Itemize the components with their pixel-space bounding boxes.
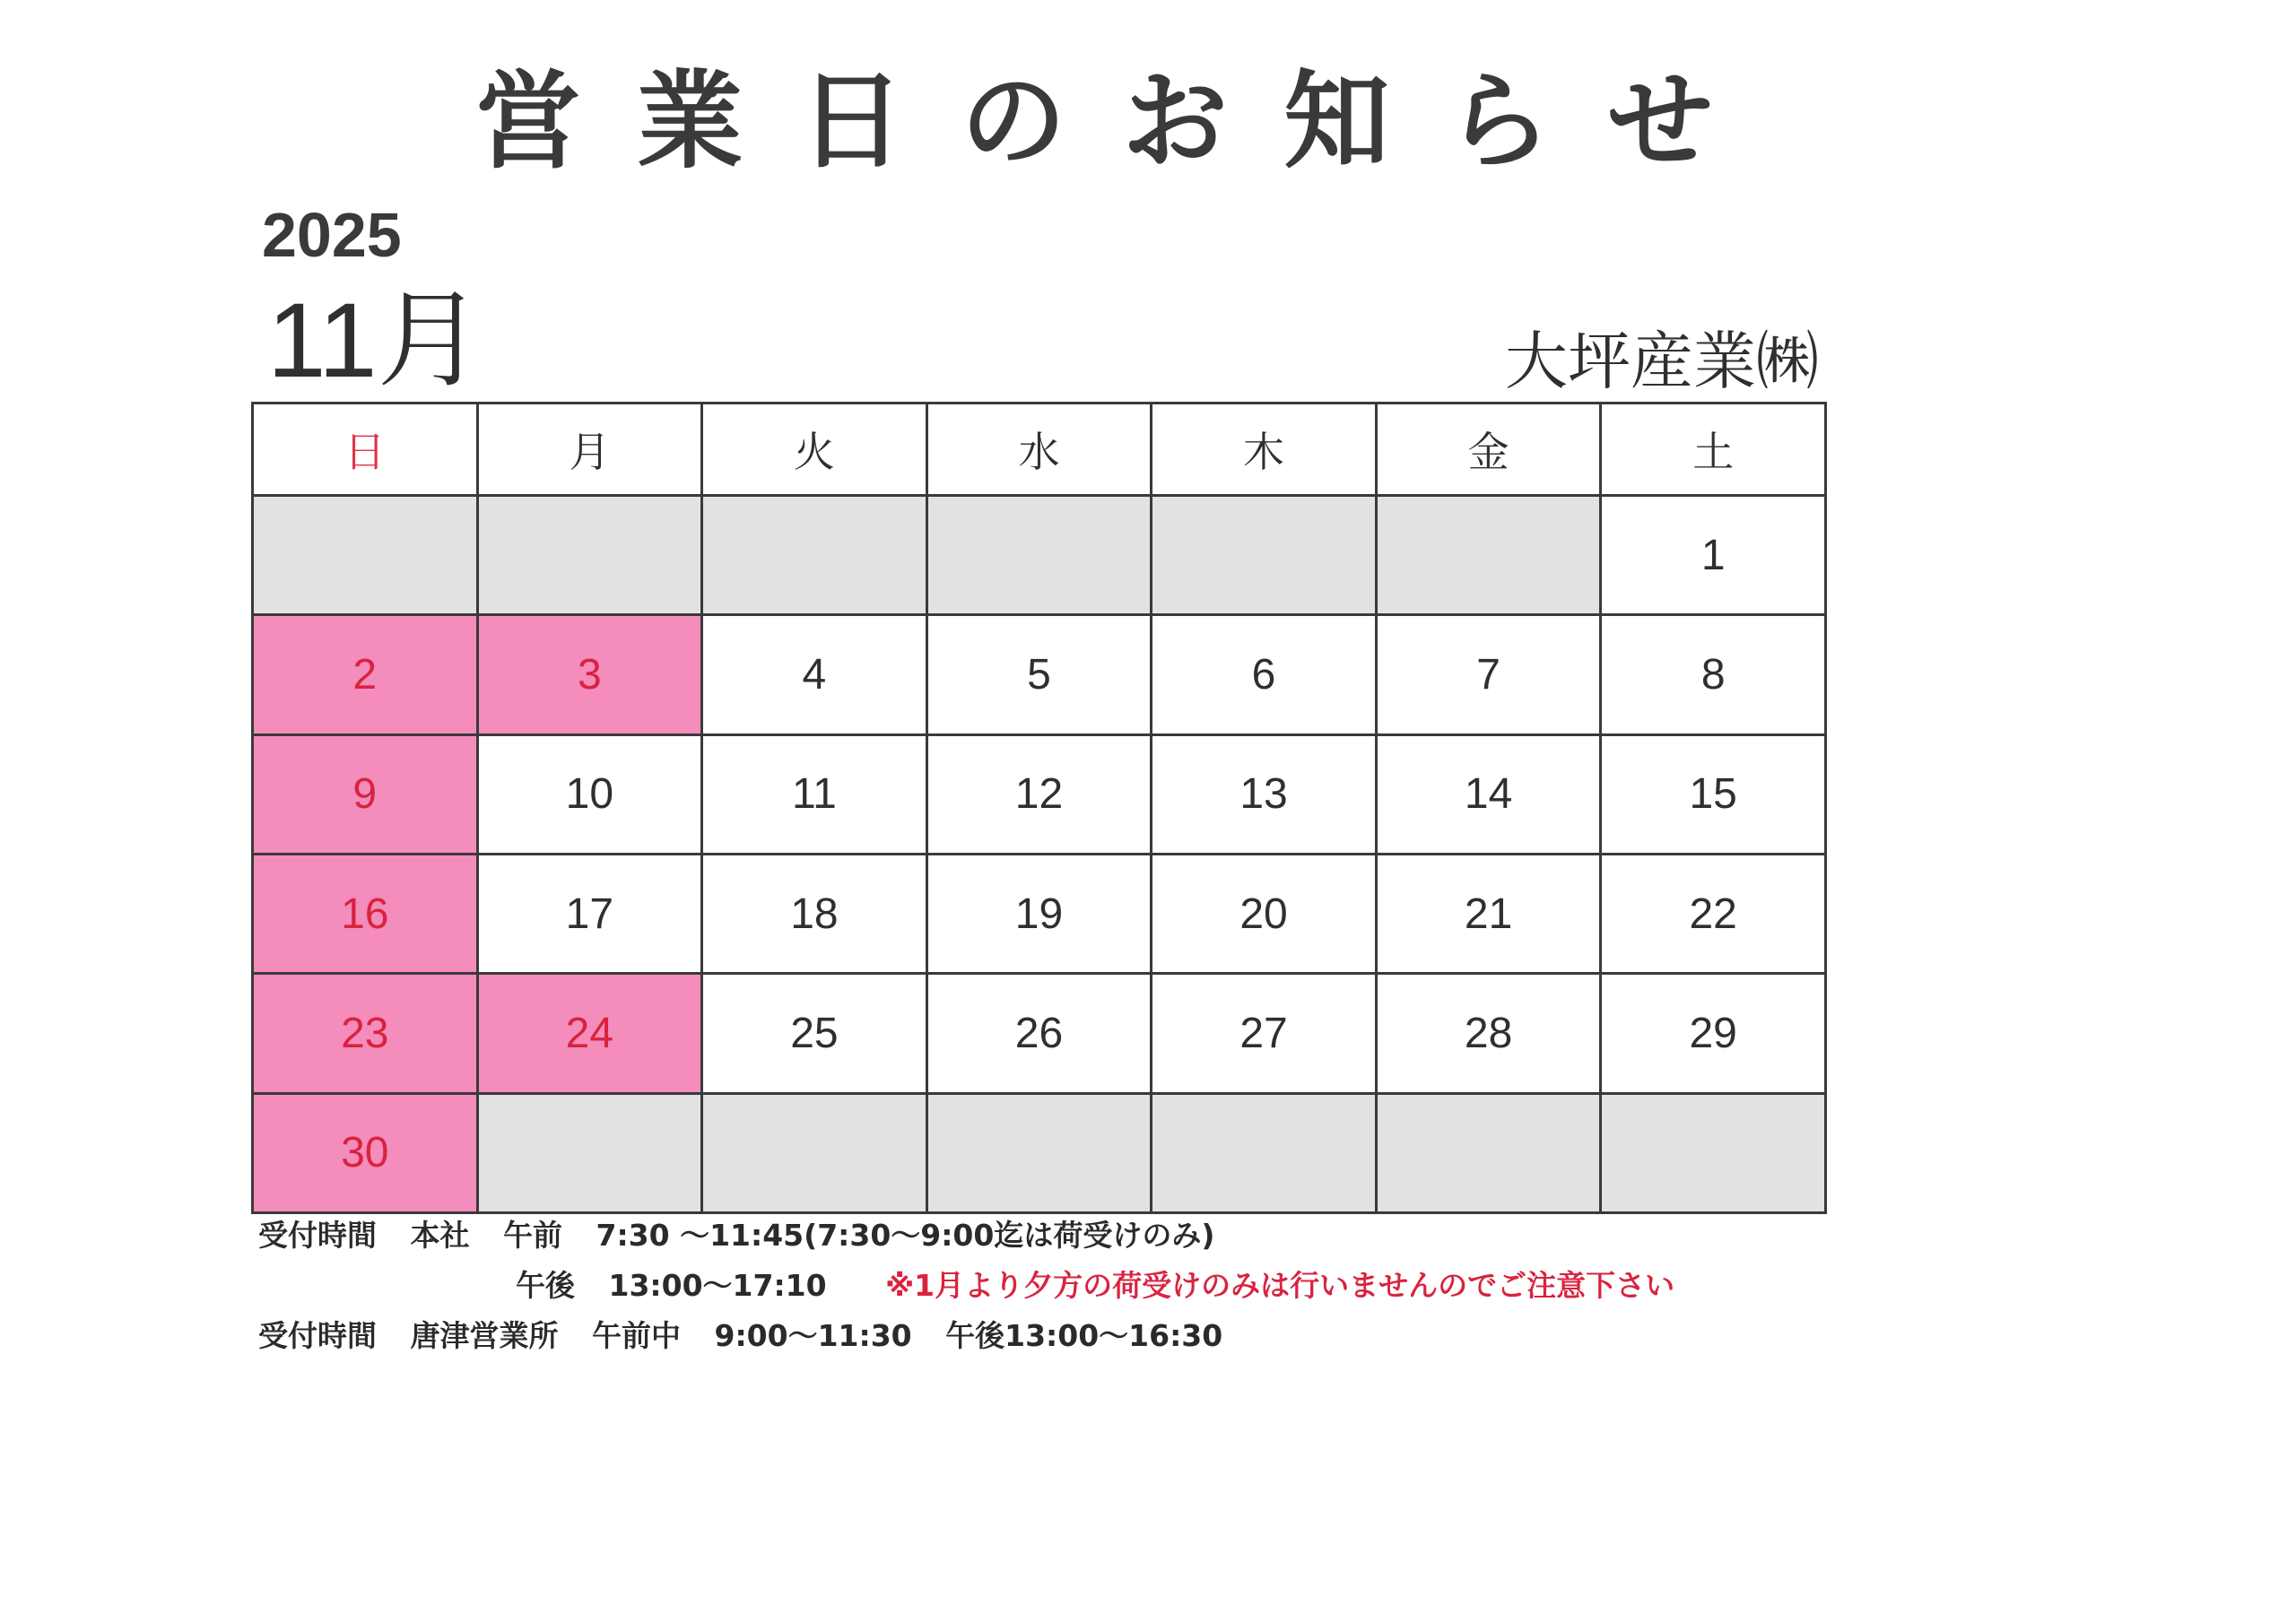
title-char: の — [960, 59, 1066, 183]
title-char: せ — [1606, 59, 1713, 183]
title-char: ら — [1445, 59, 1552, 183]
weekday-header-row — [253, 404, 1826, 496]
calendar-empty-cell — [1152, 1093, 1377, 1212]
calendar-day-cell: 18 — [702, 854, 927, 973]
calendar-day-cell: 15 — [1601, 734, 1826, 854]
calendar-empty-cell — [1376, 1093, 1601, 1212]
am-label: 午前中 — [592, 1318, 681, 1353]
calendar-day-cell: 20 — [1152, 854, 1377, 973]
notes-line-1 — [258, 1211, 1214, 1261]
calendar-day-cell: 25 — [702, 974, 927, 1093]
calendar-day-cell: 8 — [1601, 615, 1826, 734]
notes-line-2 — [516, 1261, 1674, 1311]
calendar-day-cell: 12 — [926, 734, 1152, 854]
title-char: 業 — [637, 59, 744, 183]
calendar-day-cell: 5 — [926, 615, 1152, 734]
calendar-day-cell: 17 — [477, 854, 702, 973]
calendar-empty-cell — [926, 1093, 1152, 1212]
calendar-day-cell: 14 — [1376, 734, 1601, 854]
pm-time: 午後13:00～16:30 — [945, 1318, 1223, 1353]
weekday-mon: 月 — [477, 404, 702, 496]
calendar-empty-cell — [926, 496, 1152, 615]
calendar-day-cell: 1 — [1601, 496, 1826, 615]
calendar-week-row — [253, 854, 1826, 973]
calendar-holiday-cell: 2 — [253, 615, 478, 734]
calendar-week-row — [253, 615, 1826, 734]
weekday-thu: 木 — [1152, 404, 1377, 496]
calendar-day-cell: 4 — [702, 615, 927, 734]
calendar-empty-cell — [1601, 1093, 1826, 1212]
calendar-day-cell: 27 — [1152, 974, 1377, 1093]
calendar-empty-cell — [702, 496, 927, 615]
calendar-empty-cell — [477, 1093, 702, 1212]
page-title — [475, 59, 1713, 183]
am-label: 午前 — [503, 1218, 562, 1253]
calendar-body — [253, 496, 1826, 1213]
office-name: 唐津営業所 — [410, 1318, 559, 1353]
hours-label: 受付時間 — [258, 1318, 377, 1353]
am-time: 9:00～11:30 — [714, 1318, 912, 1353]
warning-notice: ※1月より夕方の荷受けのみは行いませんのでご注意下さい — [885, 1268, 1675, 1303]
year-label: 2025 — [262, 200, 402, 270]
weekday-sat: 土 — [1601, 404, 1826, 496]
pm-time: 13:00～17:10 — [608, 1268, 827, 1303]
calendar-holiday-cell: 30 — [253, 1093, 478, 1212]
calendar-day-cell: 26 — [926, 974, 1152, 1093]
title-char: 知 — [1283, 59, 1390, 183]
calendar-holiday-cell: 9 — [253, 734, 478, 854]
calendar-holiday-cell: 16 — [253, 854, 478, 973]
calendar-empty-cell — [1376, 496, 1601, 615]
hours-label: 受付時間 — [258, 1218, 377, 1253]
company-name: 大坪産業㈱ — [1505, 325, 1819, 398]
am-time: 7:30 ～11:45(7:30～9:00迄は荷受けのみ) — [596, 1218, 1215, 1253]
calendar-day-cell: 6 — [1152, 615, 1377, 734]
calendar-day-cell: 28 — [1376, 974, 1601, 1093]
calendar-empty-cell — [1152, 496, 1377, 615]
weekday-tue: 火 — [702, 404, 927, 496]
title-char: お — [1122, 59, 1229, 183]
calendar-day-cell: 22 — [1601, 854, 1826, 973]
calendar-week-row — [253, 496, 1826, 615]
notes-line-3 — [258, 1311, 1222, 1361]
calendar-day-cell: 13 — [1152, 734, 1377, 854]
calendar-week-row — [253, 974, 1826, 1093]
calendar-day-cell: 21 — [1376, 854, 1601, 973]
calendar-holiday-cell: 3 — [477, 615, 702, 734]
calendar-table — [251, 402, 1827, 1214]
calendar-week-row — [253, 1093, 1826, 1212]
title-char: 営 — [475, 59, 582, 183]
calendar-holiday-cell: 24 — [477, 974, 702, 1093]
calendar-holiday-cell: 23 — [253, 974, 478, 1093]
weekday-fri: 金 — [1376, 404, 1601, 496]
calendar-empty-cell — [253, 496, 478, 615]
title-char: 日 — [798, 59, 905, 183]
calendar-day-cell: 11 — [702, 734, 927, 854]
calendar-day-cell: 29 — [1601, 974, 1826, 1093]
office-name: 本社 — [410, 1218, 470, 1253]
weekday-wed: 水 — [926, 404, 1152, 496]
pm-label: 午後 — [516, 1268, 575, 1303]
calendar-day-cell: 7 — [1376, 615, 1601, 734]
calendar-empty-cell — [702, 1093, 927, 1212]
calendar-day-cell: 10 — [477, 734, 702, 854]
calendar-day-cell: 19 — [926, 854, 1152, 973]
weekday-sun: 日 — [253, 404, 478, 496]
month-label: 11月 — [267, 282, 483, 400]
calendar-empty-cell — [477, 496, 702, 615]
calendar-week-row — [253, 734, 1826, 854]
